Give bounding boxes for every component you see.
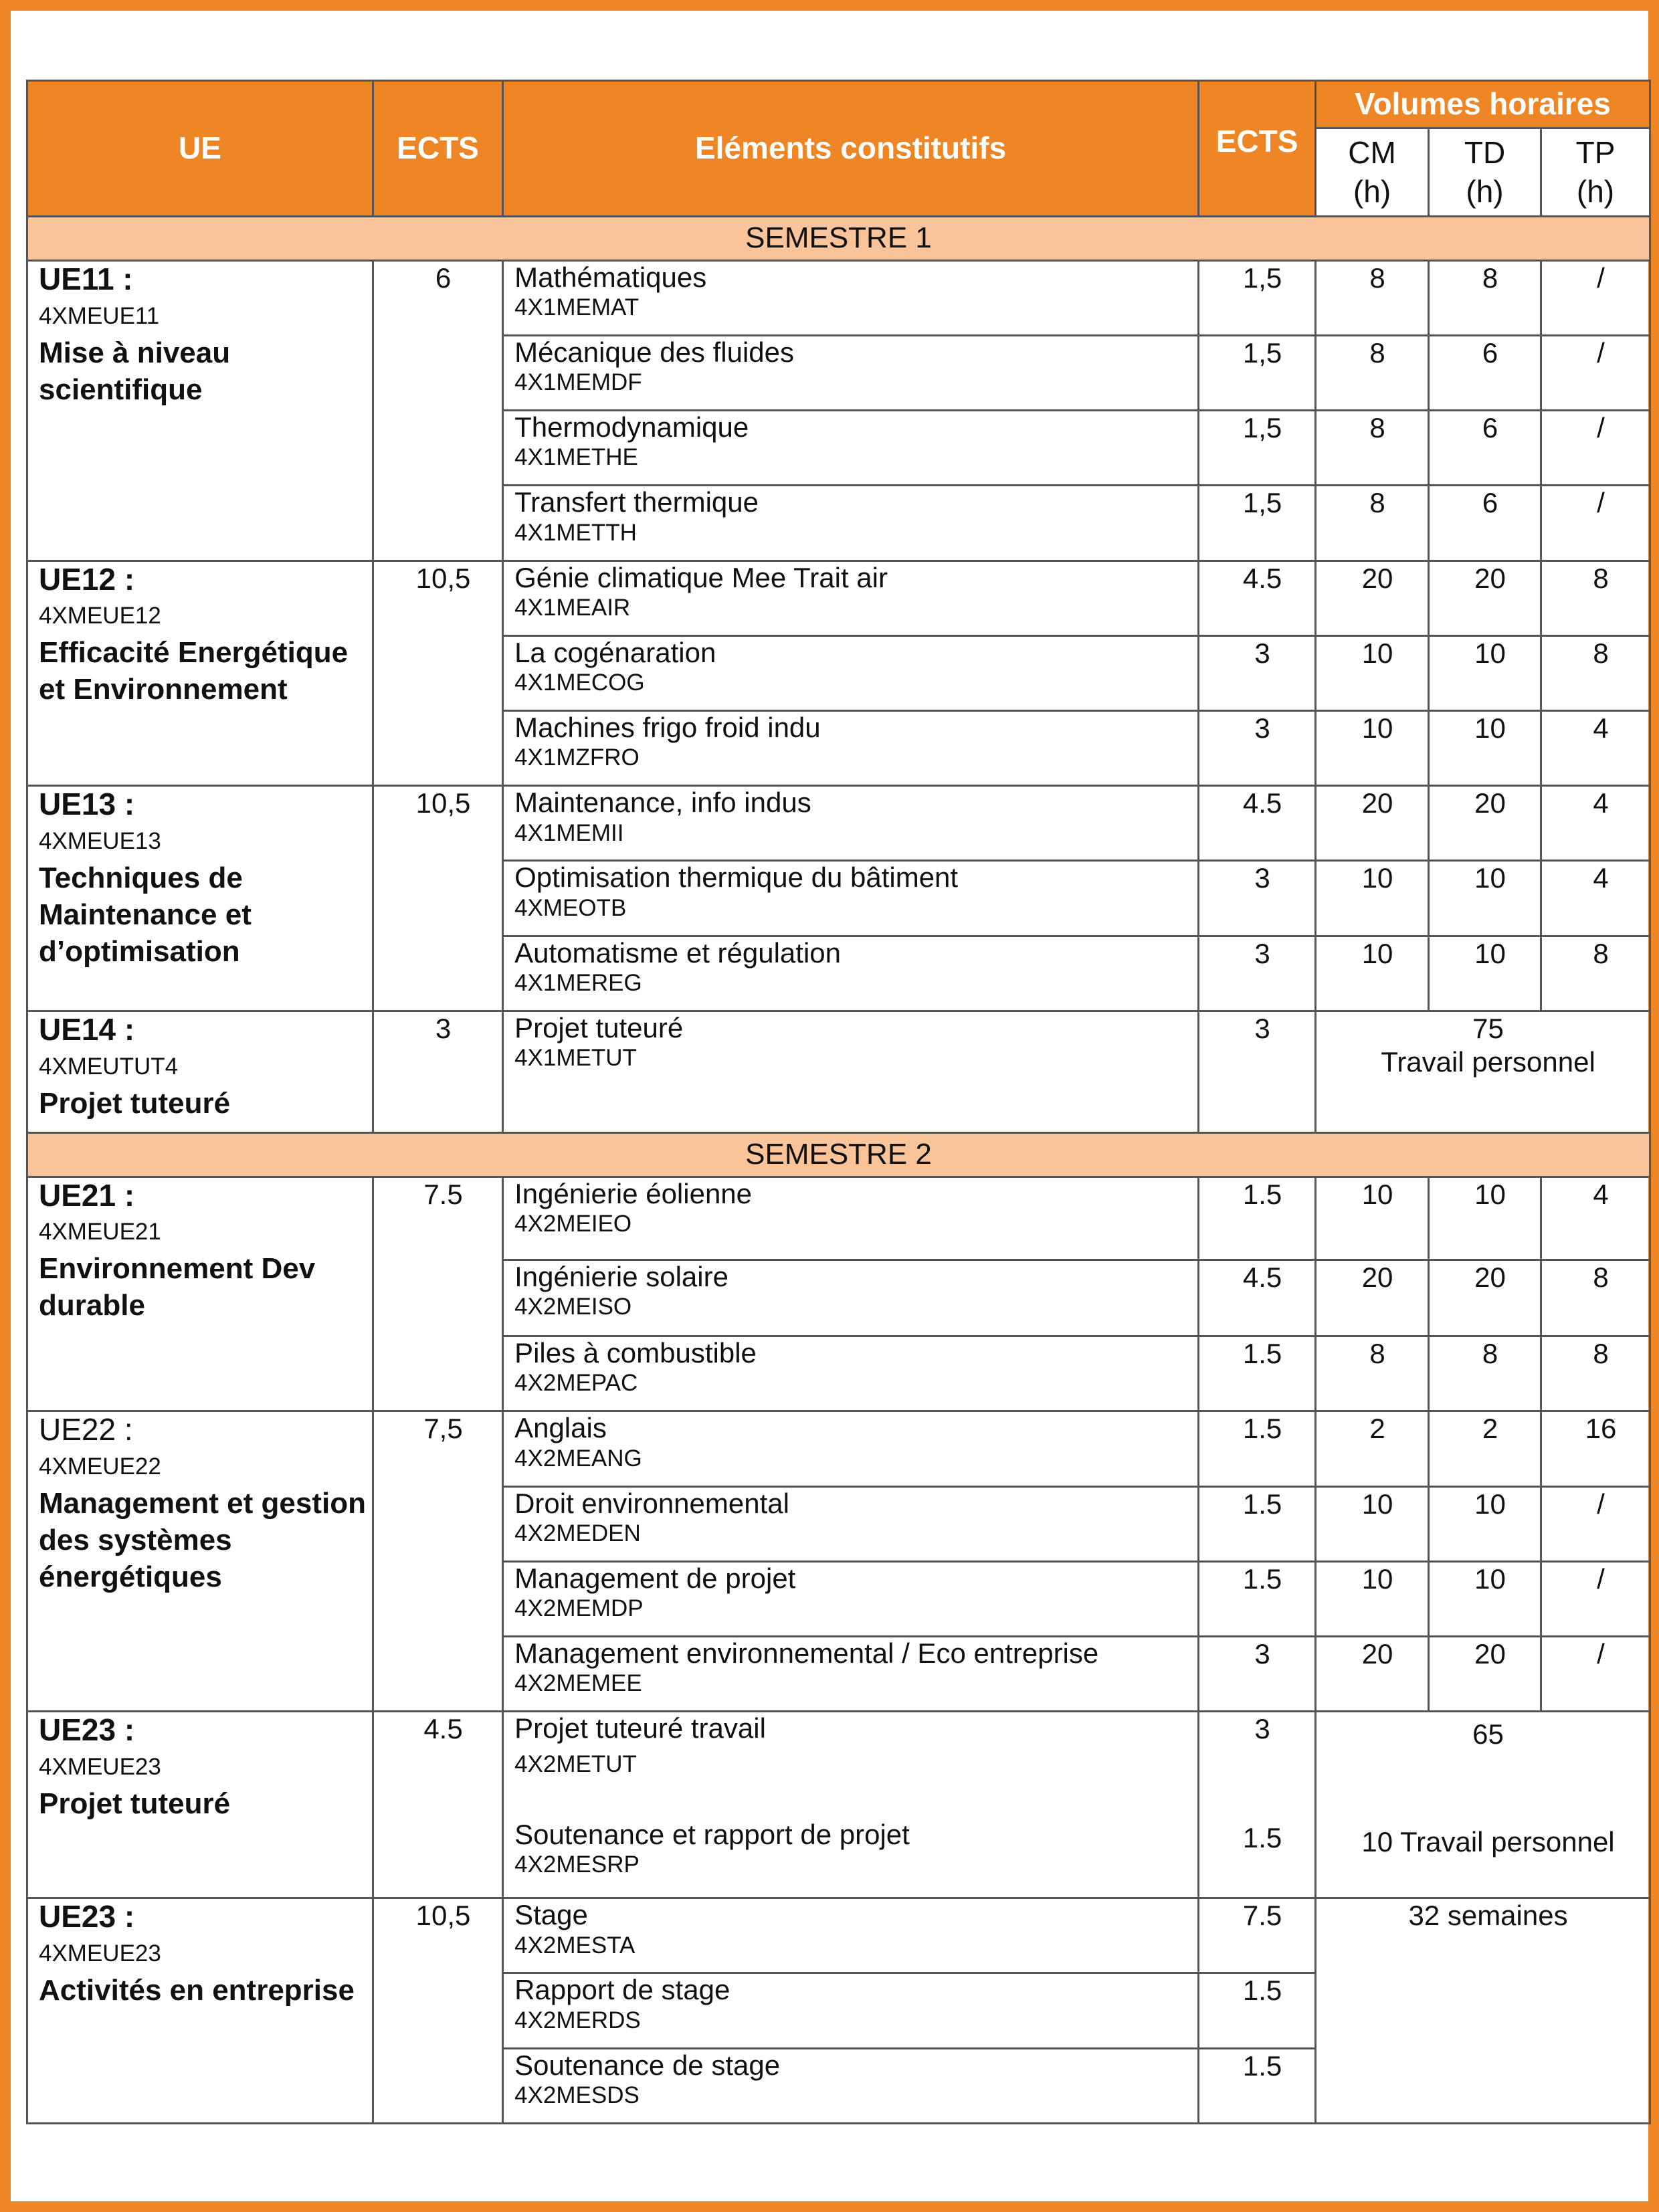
tp-hours: 8 xyxy=(1541,1260,1650,1336)
td-hours: 10 xyxy=(1429,1177,1541,1260)
ue-ects: 3 xyxy=(373,1011,502,1132)
cm-hours: 8 xyxy=(1316,1336,1429,1411)
element-ects: 3 xyxy=(1199,1637,1316,1712)
ue-cell: UE23 : 4XMEUE23 Projet tuteuré xyxy=(27,1712,373,1898)
element-cell: Maintenance, info indus 4X1MEMII xyxy=(503,786,1199,861)
ue-cell: UE11 : 4XMEUE11 Mise à niveau scientifique xyxy=(27,260,373,561)
element-ects: 1,5 xyxy=(1199,411,1316,486)
table-row xyxy=(27,1898,1650,1973)
td-hours: 10 xyxy=(1429,1486,1541,1561)
element-cell: Droit environnemental 4X2MEDEN xyxy=(503,1486,1199,1561)
td-hours: 10 xyxy=(1429,711,1541,786)
element-cell: La cogénaration 4X1MECOG xyxy=(503,635,1199,710)
element-ects: 1,5 xyxy=(1199,486,1316,561)
ue-ects: 7,5 xyxy=(373,1411,502,1712)
cm-hours: 20 xyxy=(1316,1260,1429,1336)
element-ects: 1.5 xyxy=(1199,1411,1316,1486)
element-ects: 1.5 xyxy=(1199,1561,1316,1636)
element-ects: 1.5 xyxy=(1199,1486,1316,1561)
element-ects: 3 xyxy=(1199,635,1316,710)
tp-hours: 4 xyxy=(1541,1177,1650,1260)
header-ue: UE xyxy=(27,81,373,217)
ue-ects: 10,5 xyxy=(373,561,502,786)
cm-hours: 8 xyxy=(1316,411,1429,486)
element-cell: Soutenance de stage 4X2MESDS xyxy=(503,2048,1199,2123)
semester-1-row: SEMESTRE 1 xyxy=(27,217,1650,261)
cm-hours: 20 xyxy=(1316,786,1429,861)
ue-cell: UE12 : 4XMEUE12 Efficacité Energétique et Environnement xyxy=(27,561,373,786)
ue-ects: 10,5 xyxy=(373,1898,502,2124)
element-cell: Anglais 4X2MEANG xyxy=(503,1411,1199,1486)
td-hours: 6 xyxy=(1429,411,1541,486)
cm-hours: 20 xyxy=(1316,1637,1429,1712)
element-cell: Rapport de stage 4X2MERDS xyxy=(503,1973,1199,2048)
ue-cell: UE23 : 4XMEUE23 Activités en entreprise xyxy=(27,1898,373,2124)
element-ects: 1.5 xyxy=(1199,1973,1316,2048)
cm-hours: 10 xyxy=(1316,711,1429,786)
element-cell: Thermodynamique 4X1METHE xyxy=(503,411,1199,486)
td-hours: 10 xyxy=(1429,861,1541,936)
tp-hours: / xyxy=(1541,335,1650,410)
tp-hours: / xyxy=(1541,1561,1650,1636)
td-hours: 20 xyxy=(1429,1637,1541,1712)
element-cell: Stage 4X2MESTA xyxy=(503,1898,1199,1973)
td-hours: 10 xyxy=(1429,1561,1541,1636)
tp-hours: 8 xyxy=(1541,561,1650,635)
tp-hours: 8 xyxy=(1541,1336,1650,1411)
tp-hours: / xyxy=(1541,411,1650,486)
td-hours: 6 xyxy=(1429,335,1541,410)
element-ects: 3 xyxy=(1199,711,1316,786)
ue-ects: 10,5 xyxy=(373,786,502,1011)
td-hours: 8 xyxy=(1429,260,1541,335)
element-cell: Mécanique des fluides 4X1MEMDF xyxy=(503,335,1199,410)
tp-hours: / xyxy=(1541,486,1650,561)
tp-hours: 16 xyxy=(1541,1411,1650,1486)
cm-hours: 10 xyxy=(1316,1561,1429,1636)
td-hours: 20 xyxy=(1429,786,1541,861)
ue-cell: UE22 : 4XMEUE22 Management et gestion des systèmes énergétiques xyxy=(27,1411,373,1712)
ue-cell: UE14 : 4XMEUTUT4 Projet tuteuré xyxy=(27,1011,373,1132)
element-cell: Machines frigo froid indu 4X1MZFRO xyxy=(503,711,1199,786)
element-cell: Projet tuteuré travail 4X2METUT Soutenance et rapport de projet 4X2MESRP xyxy=(503,1712,1199,1898)
element-cell: Ingénierie éolienne 4X2MEIEO xyxy=(503,1177,1199,1260)
header-tp: TP (h) xyxy=(1541,128,1650,217)
cm-hours: 10 xyxy=(1316,635,1429,710)
volume-merged: 32 semaines xyxy=(1316,1898,1650,2124)
element-ects: 1,5 xyxy=(1199,335,1316,410)
page xyxy=(11,11,1648,2201)
cm-hours: 10 xyxy=(1316,1177,1429,1260)
semester-2-row: SEMESTRE 2 xyxy=(27,1132,1650,1177)
cm-hours: 8 xyxy=(1316,335,1429,410)
volume-merged: 75 Travail personnel xyxy=(1316,1011,1650,1132)
ue-ects: 4.5 xyxy=(373,1712,502,1898)
element-ects: 4.5 xyxy=(1199,1260,1316,1336)
element-ects: 3 xyxy=(1199,1011,1316,1132)
element-ects: 3 1.5 xyxy=(1199,1712,1316,1898)
table-row xyxy=(27,1177,1650,1260)
ue-ects: 6 xyxy=(373,260,502,561)
table-row xyxy=(27,786,1650,861)
element-ects: 4.5 xyxy=(1199,786,1316,861)
ue-ects: 7.5 xyxy=(373,1177,502,1411)
table-row xyxy=(27,260,1650,335)
cm-hours: 10 xyxy=(1316,936,1429,1011)
element-cell: Automatisme et régulation 4X1MEREG xyxy=(503,936,1199,1011)
tp-hours: 8 xyxy=(1541,936,1650,1011)
volume-merged: 65 10 Travail personnel xyxy=(1316,1712,1650,1898)
cm-hours: 8 xyxy=(1316,260,1429,335)
cm-hours: 20 xyxy=(1316,561,1429,635)
element-cell: Transfert thermique 4X1METTH xyxy=(503,486,1199,561)
element-cell: Management de projet 4X2MEMDP xyxy=(503,1561,1199,1636)
td-hours: 20 xyxy=(1429,1260,1541,1336)
element-cell: Génie climatique Mee Trait air 4X1MEAIR xyxy=(503,561,1199,635)
element-ects: 1.5 xyxy=(1199,1177,1316,1260)
ue-cell: UE13 : 4XMEUE13 Techniques de Maintenance et d’optimisation xyxy=(27,786,373,1011)
td-hours: 2 xyxy=(1429,1411,1541,1486)
element-ects: 3 xyxy=(1199,936,1316,1011)
ue-cell: UE21 : 4XMEUE21 Environnement Dev durable xyxy=(27,1177,373,1411)
td-hours: 20 xyxy=(1429,561,1541,635)
element-cell: Management environnemental / Eco entreprise 4X2MEMEE xyxy=(503,1637,1199,1712)
table-row xyxy=(27,1712,1650,1898)
element-cell: Ingénierie solaire 4X2MEISO xyxy=(503,1260,1199,1336)
td-hours: 10 xyxy=(1429,635,1541,710)
element-ects: 1.5 xyxy=(1199,1336,1316,1411)
table-row xyxy=(27,561,1650,635)
cm-hours: 10 xyxy=(1316,1486,1429,1561)
element-ects: 7.5 xyxy=(1199,1898,1316,1973)
cm-hours: 10 xyxy=(1316,861,1429,936)
cm-hours: 2 xyxy=(1316,1411,1429,1486)
header-volumes: Volumes horaires xyxy=(1316,81,1650,128)
element-cell: Mathématiques 4X1MEMAT xyxy=(503,260,1199,335)
curriculum-table xyxy=(26,80,1651,2124)
tp-hours: / xyxy=(1541,1637,1650,1712)
element-cell: Projet tuteuré 4X1METUT xyxy=(503,1011,1199,1132)
tp-hours: 4 xyxy=(1541,861,1650,936)
td-hours: 10 xyxy=(1429,936,1541,1011)
tp-hours: / xyxy=(1541,260,1650,335)
table-row xyxy=(27,1411,1650,1486)
table-row xyxy=(27,1011,1650,1132)
tp-hours: 4 xyxy=(1541,786,1650,861)
tp-hours: 4 xyxy=(1541,711,1650,786)
element-ects: 1.5 xyxy=(1199,2048,1316,2123)
td-hours: 8 xyxy=(1429,1336,1541,1411)
element-ects: 4.5 xyxy=(1199,561,1316,635)
header-td: TD (h) xyxy=(1429,128,1541,217)
tp-hours: 8 xyxy=(1541,635,1650,710)
element-cell: Optimisation thermique du bâtiment 4XMEOTB xyxy=(503,861,1199,936)
tp-hours: / xyxy=(1541,1486,1650,1561)
td-hours: 6 xyxy=(1429,486,1541,561)
header-elements: Eléments constitutifs xyxy=(503,81,1199,217)
cm-hours: 8 xyxy=(1316,486,1429,561)
element-cell: Piles à combustible 4X2MEPAC xyxy=(503,1336,1199,1411)
element-ects: 1,5 xyxy=(1199,260,1316,335)
header-ects: ECTS xyxy=(373,81,502,217)
header-ects-element: ECTS xyxy=(1199,81,1316,217)
header-cm: CM (h) xyxy=(1316,128,1429,217)
element-ects: 3 xyxy=(1199,861,1316,936)
